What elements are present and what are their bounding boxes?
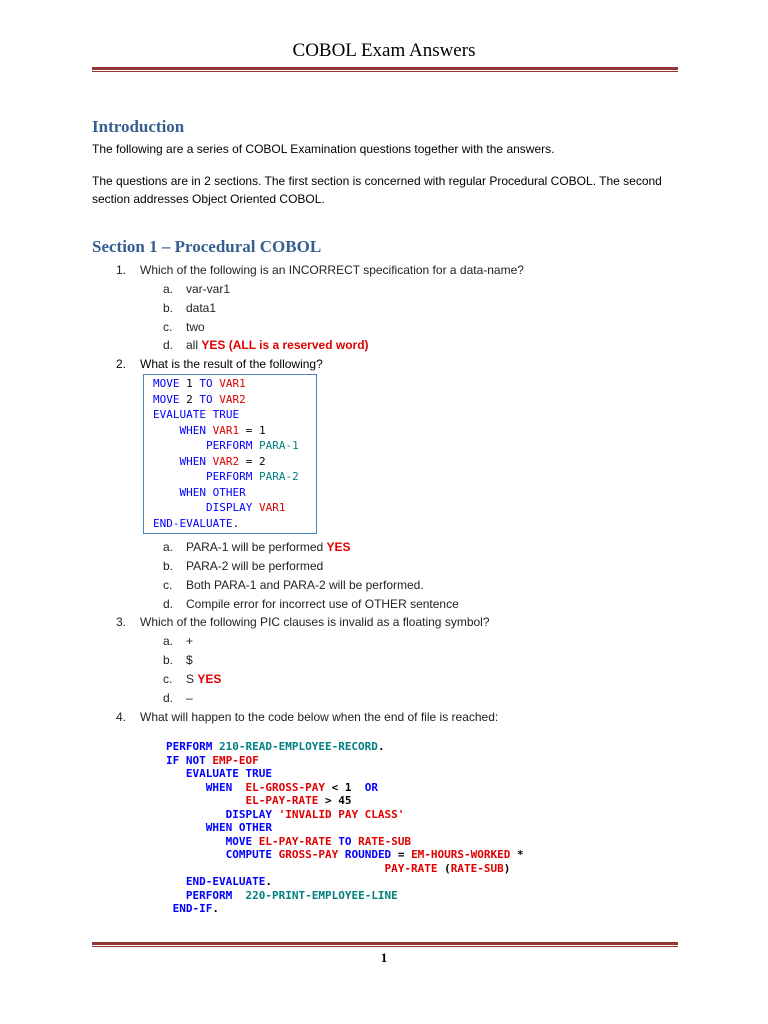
code-token: EVALUATE TRUE (153, 408, 240, 421)
question-number: 4. (116, 710, 127, 724)
code-line (166, 862, 510, 875)
code-token: EL-PAY-RATE (245, 794, 319, 807)
code-token: = (397, 848, 412, 861)
code-token: EMP-EOF (212, 753, 259, 767)
q2-option-b (163, 558, 323, 574)
code-token: . (265, 875, 272, 888)
option-text: S (186, 672, 195, 686)
code-line (166, 875, 272, 888)
option-letter: a. (163, 634, 174, 648)
option-letter: a. (163, 540, 174, 554)
option-letter: c. (163, 672, 173, 686)
code-token: WHEN (166, 780, 246, 794)
code-line (153, 424, 266, 437)
code-token: = 2 (239, 454, 266, 468)
code-token: END-EVALUATE (166, 875, 266, 888)
code-token: VAR2 (219, 392, 246, 406)
code-token: PARA-2 (258, 470, 299, 483)
answer-marker: YES (ALL is a reserved word) (201, 338, 369, 352)
code-token: EL-GROSS-PAY (245, 780, 325, 794)
footer-rule (92, 942, 678, 947)
option-text: PARA-2 will be performed (186, 559, 324, 573)
code-line (166, 889, 398, 902)
code-block-q2 (143, 374, 317, 534)
code-token: EL-PAY-RATE (258, 834, 332, 848)
q1-option-a (163, 281, 230, 297)
code-token: GROSS-PAY (278, 848, 339, 861)
code-token: PARA-1 (258, 439, 299, 452)
code-token: . (212, 902, 219, 915)
option-text: Both PARA-1 and PARA-2 will be performed. (186, 578, 424, 592)
code-token: MOVE (153, 392, 187, 406)
q2-option-a (163, 539, 351, 555)
code-token: > 45 (318, 794, 352, 807)
code-token: WHEN (153, 454, 213, 468)
code-line (153, 517, 239, 530)
question-1 (116, 262, 524, 278)
code-token: ) (503, 861, 511, 875)
code-token: WHEN OTHER (166, 821, 272, 834)
code-token: = 1 (239, 423, 266, 437)
question-number: 2. (116, 357, 127, 371)
q3-option-a (163, 633, 193, 649)
code-token: DISPLAY (153, 501, 259, 514)
code-token: PERFORM (166, 888, 246, 902)
q1-option-b (163, 300, 216, 316)
option-text: var-var1 (186, 282, 231, 296)
option-letter: b. (163, 653, 174, 667)
answer-marker: YES (326, 540, 351, 554)
option-text: all (186, 338, 199, 352)
code-token: MOVE (166, 834, 259, 848)
q1-option-d (163, 337, 369, 353)
code-token: IF NOT (166, 753, 213, 767)
code-token: OR (364, 780, 378, 794)
code-token: VAR2 (212, 454, 240, 468)
code-line (166, 902, 219, 915)
option-letter: d. (163, 597, 174, 611)
question-number: 1. (116, 263, 127, 277)
code-token: ( (437, 861, 451, 875)
option-text: Compile error for incorrect use of OTHER sentence (186, 597, 459, 611)
code-token: TO (199, 377, 220, 390)
code-token: END-EVALUATE (153, 516, 233, 530)
code-token: TO (331, 834, 359, 848)
code-line (153, 501, 285, 514)
q3-option-d (163, 690, 193, 706)
option-text: $ (186, 653, 193, 667)
code-token: . (377, 740, 385, 753)
code-token: VAR1 (219, 377, 246, 390)
code-token: VAR1 (212, 423, 240, 437)
code-token (166, 862, 385, 875)
code-line (153, 455, 266, 468)
option-letter: c. (163, 578, 173, 592)
code-line (153, 408, 239, 421)
code-token: RATE-SUB (450, 861, 504, 875)
q2-option-d (163, 596, 459, 612)
option-letter: d. (163, 338, 174, 352)
code-line (166, 794, 351, 807)
code-token: COMPUTE (166, 848, 279, 861)
code-line (166, 835, 411, 848)
code-token: PERFORM (166, 740, 219, 753)
code-line (166, 808, 404, 821)
q3-option-c (163, 671, 221, 687)
option-text: two (186, 320, 205, 334)
code-line (153, 393, 246, 406)
code-token: TO (199, 392, 220, 406)
q3-option-b (163, 652, 193, 668)
page-number: 1 (380, 950, 388, 965)
option-text: PARA-1 will be performed (186, 540, 324, 554)
code-token (166, 808, 226, 821)
answer-marker: YES (197, 672, 222, 686)
option-text: – (186, 691, 193, 705)
code-token: EM-HOURS-WORKED (411, 848, 511, 861)
code-line (166, 821, 272, 834)
code-token: MOVE (153, 377, 187, 390)
code-token: 220-PRINT-EMPLOYEE-LINE (245, 888, 398, 902)
code-token: DISPLAY (225, 807, 279, 821)
code-token: < 1 (324, 780, 365, 794)
code-token: 'INVALID PAY CLASS' (278, 807, 405, 821)
code-line (153, 486, 246, 499)
question-text: What is the result of the following? (140, 357, 323, 371)
option-text: + (186, 634, 194, 648)
code-line (153, 470, 299, 483)
code-token: ROUNDED (338, 848, 398, 861)
option-letter: a. (163, 282, 174, 296)
code-line (153, 377, 246, 390)
question-text: Which of the following PIC clauses is invalid as a floating symbol? (140, 615, 490, 629)
code-token: WHEN OTHER (153, 485, 246, 499)
code-token: 1 (186, 377, 200, 390)
question-text: What will happen to the code below when the end of file is reached: (140, 710, 499, 724)
code-line (166, 848, 524, 861)
code-token: 2 (186, 392, 200, 406)
question-text: Which of the following is an INCORRECT specification for a data-name? (140, 263, 524, 277)
question-3 (116, 614, 490, 630)
page-header-title: COBOL Exam Answers (292, 40, 476, 61)
code-token: PAY-RATE (384, 861, 438, 875)
code-line (166, 754, 259, 767)
q2-option-c (163, 577, 424, 593)
code-line (166, 740, 385, 753)
option-letter: d. (163, 691, 174, 705)
code-token: PERFORM (153, 439, 259, 452)
code-token: PERFORM (153, 470, 259, 483)
code-token: RATE-SUB (358, 834, 412, 848)
header-rule (92, 67, 678, 72)
code-token: * (510, 848, 524, 861)
code-token: 210-READ-EMPLOYEE-RECORD (218, 740, 378, 753)
intro-heading: Introduction (92, 117, 185, 136)
code-line (166, 781, 378, 794)
section1-heading: Section 1 – Procedural COBOL (92, 237, 322, 256)
option-letter: c. (163, 320, 173, 334)
code-token (166, 794, 245, 807)
question-4 (116, 709, 498, 725)
code-token: . (232, 516, 240, 530)
intro-paragraph-1: The following are a series of COBOL Examination questions together with the answers. (92, 142, 555, 156)
option-text: data1 (186, 301, 217, 315)
q1-option-c (163, 319, 205, 335)
code-line (153, 439, 299, 452)
code-token: END-IF (166, 902, 213, 915)
option-letter: b. (163, 301, 174, 315)
code-line (166, 767, 272, 780)
question-number: 3. (116, 615, 127, 629)
intro-paragraph-2: The questions are in 2 sections. The first section is concerned with regular Procedural COBOL. The second section addresses Object Oriented COBOL. (92, 174, 662, 206)
code-token: EVALUATE TRUE (166, 767, 272, 780)
option-letter: b. (163, 559, 174, 573)
code-token: WHEN (153, 423, 213, 437)
question-2 (116, 356, 323, 372)
code-token: VAR1 (258, 501, 286, 514)
